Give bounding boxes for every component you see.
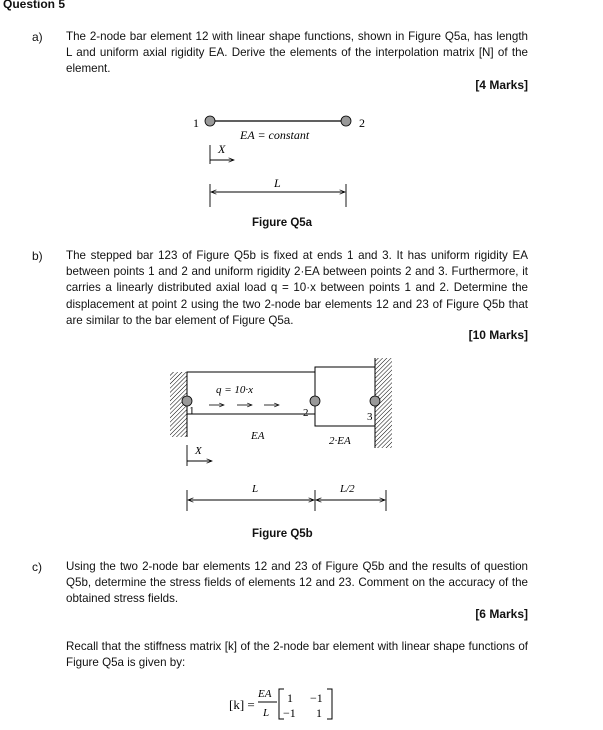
length-1-label: L bbox=[252, 483, 259, 495]
matrix-21: −1 bbox=[283, 706, 296, 720]
part-b-marks: [10 Marks] bbox=[468, 328, 528, 342]
rigidity-1-label: EA bbox=[251, 430, 265, 442]
node-2-label: 2 bbox=[359, 116, 365, 130]
question-title: Question 5 bbox=[3, 0, 66, 11]
matrix-22: 1 bbox=[316, 706, 322, 720]
recall-text: Recall that the stiffness matrix [k] of the 2-node bar element with linear shape functions of Figure Q5a is given by: bbox=[66, 640, 528, 670]
equation-lhs: [k] = bbox=[229, 697, 255, 712]
equation-denominator: L bbox=[263, 707, 270, 719]
figure-q5a bbox=[0, 100, 603, 225]
matrix-11: 1 bbox=[287, 691, 293, 705]
node-3-marker bbox=[370, 396, 380, 406]
node-2-marker bbox=[341, 116, 351, 126]
part-b-text: The stepped bar 123 of Figure Q5b is fixed at ends 1 and 3. It has uniform rigidity EA between points 1 and 2 and uniform rigidity 2·EA between points 2 and 3. Furthermore, it carries a linearly distributed axial load q = 10·x between points 1 and 2. Determine the displacement at point 2 using the two 2-node bar elements 12 and 23 of Figure Q5b that are similar to the bar element of Figure Q5a. bbox=[66, 249, 528, 327]
part-a-label: a) bbox=[32, 30, 43, 44]
matrix-bracket-right bbox=[327, 689, 332, 719]
node-2-label: 2 bbox=[303, 407, 309, 419]
x-axis-label: X bbox=[195, 445, 202, 457]
part-a-text: The 2-node bar element 12 with linear shape functions, shown in Figure Q5a, has length L and uniform axial rigidity EA. Derive the elements of the interpolation matrix [N] of the element. bbox=[66, 30, 528, 76]
part-b-label: b) bbox=[32, 249, 43, 263]
part-c-marks: [6 Marks] bbox=[475, 607, 528, 621]
length-label: L bbox=[274, 176, 281, 190]
node-2-marker bbox=[310, 396, 320, 406]
part-a-marks: [4 Marks] bbox=[475, 78, 528, 92]
rigidity-label: EA = constant bbox=[240, 128, 310, 142]
load-label: q = 10·x bbox=[216, 384, 254, 396]
length-2-label: L/2 bbox=[340, 483, 355, 495]
node-3-label: 3 bbox=[367, 411, 373, 423]
matrix-12: −1 bbox=[310, 691, 323, 705]
stiffness-equation bbox=[0, 680, 603, 730]
rigidity-2-label: 2·EA bbox=[329, 435, 351, 447]
figure-b-caption: Figure Q5b bbox=[252, 528, 313, 540]
figure-a-caption: Figure Q5a bbox=[252, 217, 313, 229]
figure-q5b bbox=[0, 350, 603, 525]
node-1-marker bbox=[205, 116, 215, 126]
part-c-text: Using the two 2-node bar elements 12 and 23 of Figure Q5b and the results of question Q5b, determine the stress fields of elements 12 and 23. Comment on the accuracy of the obtained stress fields. bbox=[66, 560, 528, 606]
x-axis-label: X bbox=[218, 142, 226, 156]
equation-numerator: EA bbox=[258, 688, 272, 700]
node-1-label: 1 bbox=[189, 405, 195, 417]
segment-23 bbox=[315, 367, 375, 426]
part-c-label: c) bbox=[32, 560, 42, 574]
node-1-label: 1 bbox=[193, 116, 199, 130]
